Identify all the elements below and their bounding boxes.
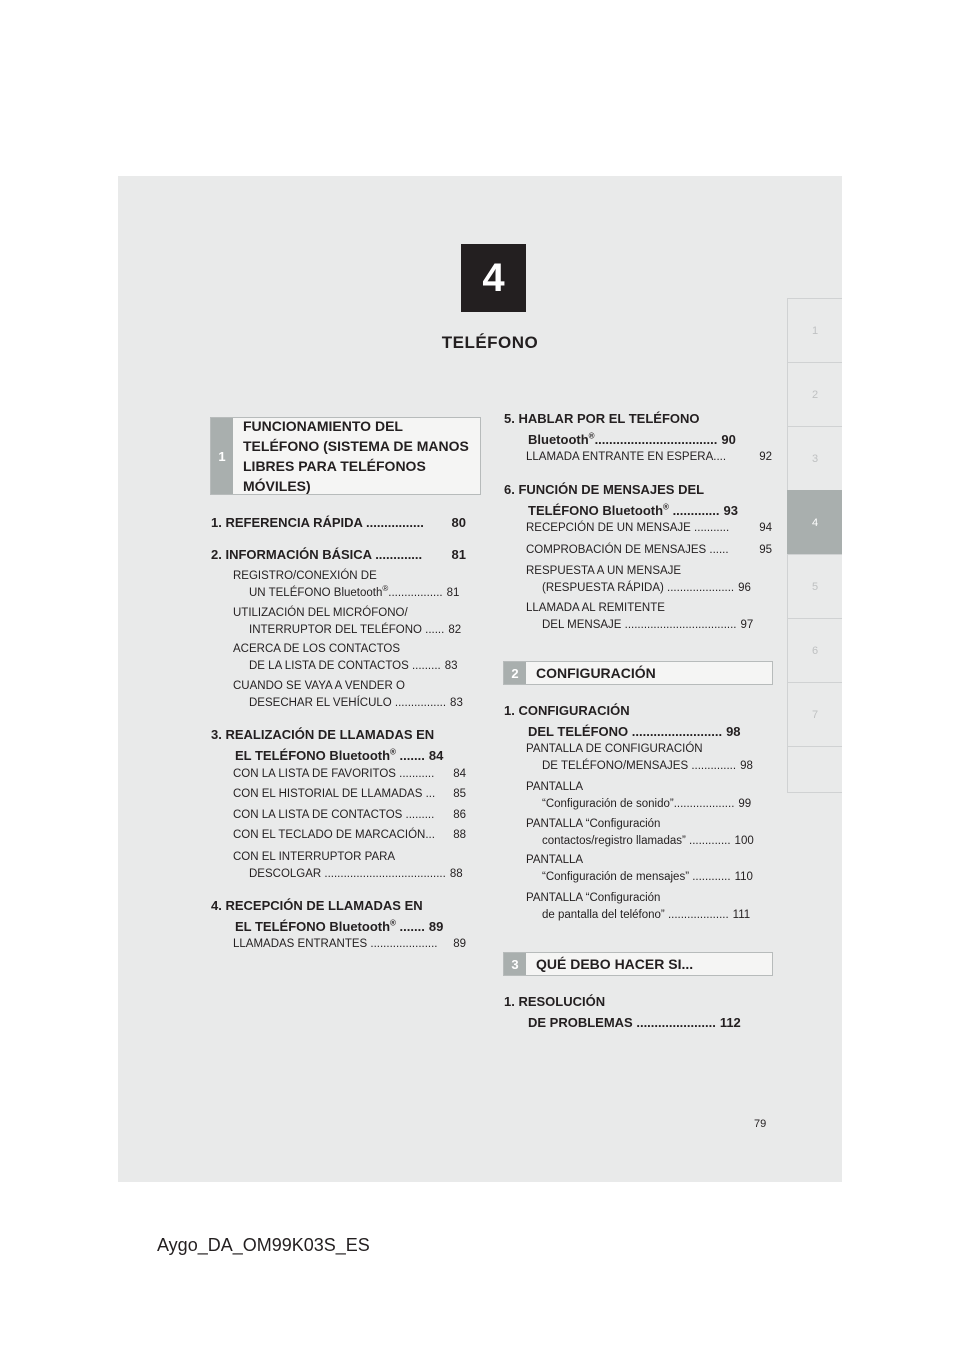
toc-sub-contacts-settings[interactable]: PANTALLA “Configuración contactos/registro llamadas” ............. 100 (526, 818, 754, 847)
toc-sub-reply-message[interactable]: RESPUESTA A UN MENSAJE (RESPUESTA RÁPIDA) ..................... 96 (526, 565, 751, 594)
toc-sub-register-phone[interactable]: REGISTRO/CONEXIÓN DE UN TELÉFONO Bluetooth®................. 81 (233, 570, 460, 599)
toc-entry-messaging[interactable]: 6. FUNCIÓN DE MENSAJES DEL TELÉFONO Bluetooth® ............. 93 (504, 482, 738, 518)
toc-sub-call-sender[interactable]: LLAMADA AL REMITENTE DEL MENSAJE ................................... 97 (526, 602, 754, 631)
page-number: 79 (754, 1118, 767, 1130)
tab-5[interactable]: 5 (787, 554, 842, 618)
section-3-number: 3 (504, 953, 526, 975)
tab-1[interactable]: 1 (787, 298, 842, 362)
toc-entry-quick-reference[interactable]: 1. REFERENCIA RÁPIDA ................ 80 (211, 515, 466, 530)
toc-sub-call-waiting[interactable]: LLAMADA ENTRANTE EN ESPERA.... 92 (526, 451, 772, 463)
toc-entry-phone-settings[interactable]: 1. CONFIGURACIÓN DEL TELÉFONO ......................... 98 (504, 703, 741, 739)
section-1-header (210, 417, 481, 495)
toc-entry-troubleshooting[interactable]: 1. RESOLUCIÓN DE PROBLEMAS ...................... 112 (504, 994, 741, 1030)
section-3-header (503, 952, 773, 976)
toc-sub-contact-list[interactable]: CON LA LISTA DE CONTACTOS ......... 86 (233, 809, 466, 821)
toc-sub-check-messages[interactable]: COMPROBACIÓN DE MENSAJES ...... 95 (526, 544, 772, 556)
toc-sub-microphone[interactable]: UTILIZACIÓN DEL MICRÓFONO/ INTERRUPTOR DEL TELÉFONO ...... 82 (233, 607, 462, 636)
toc-sub-call-history[interactable]: CON EL HISTORIAL DE LLAMADAS ... 85 (233, 788, 466, 800)
chapter-tabs (787, 298, 842, 793)
tab-2[interactable]: 2 (787, 362, 842, 426)
toc-sub-dial-pad[interactable]: CON EL TECLADO DE MARCACIÓN... 88 (233, 829, 466, 841)
toc-sub-favorites[interactable]: CON LA LISTA DE FAVORITOS ........... 84 (233, 768, 466, 780)
toc-sub-contacts[interactable]: ACERCA DE LOS CONTACTOS DE LA LISTA DE CONTACTOS ......... 83 (233, 643, 458, 672)
document-code: Aygo_DA_OM99K03S_ES (157, 1235, 370, 1255)
section-2-header (503, 661, 773, 685)
tab-3[interactable]: 3 (787, 426, 842, 490)
toc-sub-settings-screen[interactable]: PANTALLA DE CONFIGURACIÓN DE TELÉFONO/MENSAJES .............. 98 (526, 743, 753, 772)
toc-sub-sound-settings[interactable]: PANTALLA “Configuración de sonido”................... 99 (526, 781, 752, 810)
section-3-title: QUÉ DEBO HACER SI... (536, 956, 694, 972)
chapter-number: 4 (461, 244, 526, 312)
toc-entry-receiving-calls[interactable]: 4. RECEPCIÓN DE LLAMADAS EN EL TELÉFONO Bluetooth® ....... 89 (211, 898, 444, 934)
section-1-number: 1 (211, 418, 233, 494)
section-1-title: FUNCIONAMIENTO DEL TELÉFONO (SISTEMA DE MANOS LIBRES PARA TELÉFONOS MÓVILES) (243, 418, 469, 494)
tab-4[interactable]: 4 (787, 490, 842, 554)
toc-entry-talking[interactable]: 5. HABLAR POR EL TELÉFONO Bluetooth®.................................. 90 (504, 411, 736, 447)
toc-sub-message-settings[interactable]: PANTALLA “Configuración de mensajes” ............ 110 (526, 854, 753, 883)
toc-entry-making-calls[interactable]: 3. REALIZACIÓN DE LLAMADAS EN EL TELÉFONO Bluetooth® ....... 84 (211, 727, 444, 763)
section-2-title: CONFIGURACIÓN (536, 665, 656, 681)
toc-sub-receive-message[interactable]: RECEPCIÓN DE UN MENSAJE ........... 94 (526, 522, 772, 534)
toc-sub-incoming-calls[interactable]: LLAMADAS ENTRANTES ..................... 89 (233, 938, 466, 950)
tab-blank (787, 746, 842, 793)
tab-6[interactable]: 6 (787, 618, 842, 682)
toc-sub-off-hook-switch[interactable]: CON EL INTERRUPTOR PARA DESCOLGAR ...................................... 88 (233, 851, 463, 880)
section-2-number: 2 (504, 662, 526, 684)
toc-sub-display-settings[interactable]: PANTALLA “Configuración de pantalla del teléfono” ................... 111 (526, 892, 751, 921)
chapter-title: TELÉFONO (441, 333, 539, 352)
toc-entry-basic-info[interactable]: 2. INFORMACIÓN BÁSICA ............. 81 (211, 547, 466, 562)
toc-sub-sell-vehicle[interactable]: CUANDO SE VAYA A VENDER O DESECHAR EL VEHÍCULO ................ 83 (233, 680, 463, 709)
tab-7[interactable]: 7 (787, 682, 842, 746)
